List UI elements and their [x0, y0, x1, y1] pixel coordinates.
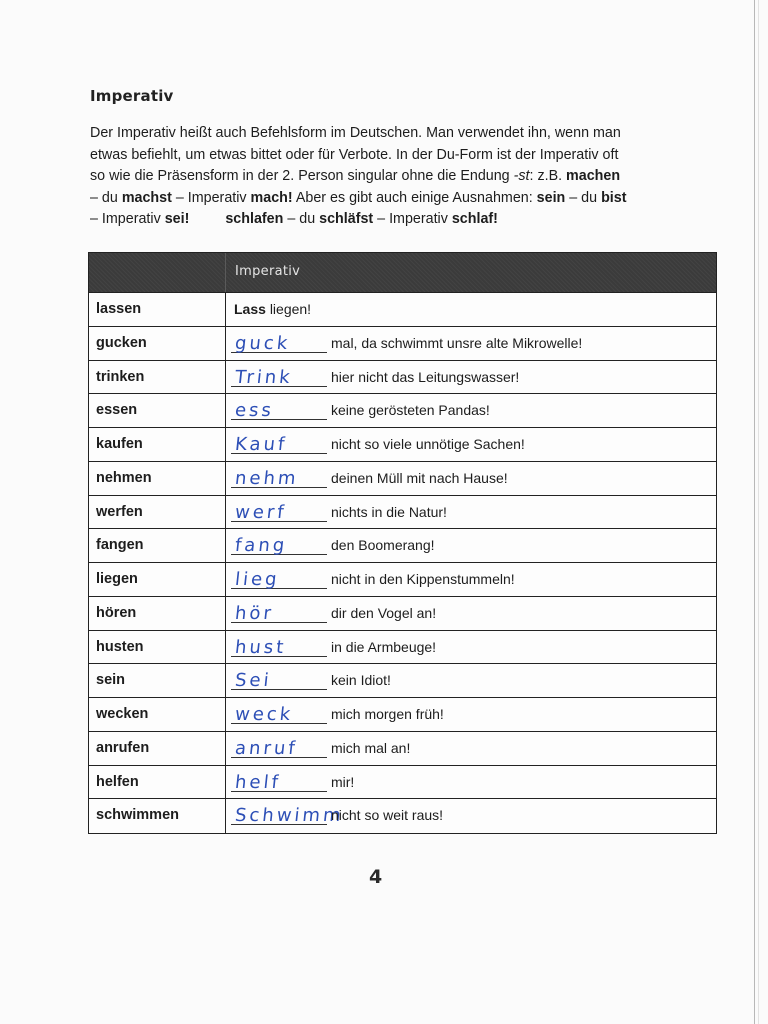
bold-term: sei!: [164, 211, 190, 227]
imperative-cell: [226, 361, 716, 394]
answer-blank: [231, 466, 327, 488]
sentence-text: mich mal an!: [331, 739, 411, 756]
imperative-cell: [226, 664, 716, 697]
sentence-text: kein Idiot!: [331, 672, 391, 689]
table-row: [89, 394, 716, 428]
imperative-cell: [226, 462, 716, 495]
table-header: [89, 253, 716, 293]
handwritten-answer: Sei: [233, 670, 273, 692]
table-row: [89, 766, 716, 800]
bold-term: sein: [536, 189, 566, 206]
sentence-text: keine gerösteten Pandas!: [331, 402, 490, 419]
imperative-cell: [226, 766, 716, 799]
verb-cell: schwimmen: [89, 799, 226, 833]
answer-blank: [231, 331, 327, 353]
verb-cell: wecken: [89, 698, 226, 731]
answer-blank: [231, 365, 327, 387]
imperative-cell: [226, 698, 716, 731]
sentence-text: mich morgen früh!: [331, 706, 444, 722]
bold-term: machen: [566, 168, 621, 184]
table-row: [89, 631, 716, 665]
bold-term: schlafen: [225, 211, 284, 227]
handwritten-answer: nehm: [233, 467, 300, 489]
sentence-text: nicht so weit raus!: [331, 807, 444, 824]
answer-blank: [231, 736, 327, 758]
imperative-cell: [226, 293, 716, 326]
answer-blank: [231, 432, 327, 454]
intro-text: – Imperativ: [90, 211, 165, 227]
imperative-cell: [226, 496, 716, 529]
table-row: [89, 664, 716, 698]
handwritten-answer: Schwimm: [233, 805, 345, 827]
answer-blank: [231, 803, 345, 827]
handwritten-answer: weck: [233, 704, 295, 725]
intro-text: etwas befiehlt, um etwas bittet oder für Verbote. In der Du-Form ist der Imperativ oft: [90, 146, 619, 163]
verb-cell: anrufen: [89, 732, 226, 765]
answer-blank: [231, 702, 327, 724]
table-row: [89, 293, 716, 327]
table-row: [89, 361, 716, 395]
imperative-cell: [226, 529, 716, 562]
imperative-cell: [226, 732, 716, 765]
handwritten-answer: guck: [233, 332, 292, 354]
answer-blank: [231, 398, 327, 420]
handwritten-answer: hör: [233, 602, 275, 624]
sentence-text: deinen Müll mit nach Hause!: [331, 469, 508, 486]
imperative-cell: [226, 428, 716, 461]
sentence-text: mir!: [331, 773, 355, 790]
intro-text: so wie die Präsensform in der 2. Person singular ohne die Endung: [90, 168, 514, 184]
imperative-cell: [226, 597, 716, 630]
scan-binding-edge: [754, 0, 755, 1024]
intro-paragraph: [90, 123, 626, 231]
answer-blank: [231, 601, 327, 623]
imperative-cell: [226, 563, 716, 596]
sentence-text: in die Armbeuge!: [331, 638, 437, 655]
sentence-text: dir den Vogel an!: [331, 604, 437, 621]
example-sentence: [234, 293, 311, 325]
page-number: 4: [369, 866, 383, 888]
imperative-cell: [226, 327, 716, 360]
handwritten-answer: fang: [233, 535, 289, 557]
answer-blank: [231, 770, 327, 792]
sentence-text: nicht in den Kippenstummeln!: [331, 571, 515, 587]
table-row: [89, 563, 716, 597]
intro-text: – du: [283, 211, 320, 227]
table-row: [89, 698, 716, 732]
table-row: [89, 327, 716, 361]
intro-line: [90, 123, 626, 145]
handwritten-answer: lieg: [233, 569, 281, 590]
table-row: [89, 597, 716, 631]
bold-term: bist: [601, 189, 627, 206]
verb-cell: essen: [89, 394, 226, 427]
sentence-text: mal, da schwimmt unsre alte Mikrowelle!: [331, 334, 583, 351]
sentence-text: nichts in die Natur!: [331, 503, 447, 520]
imperative-cell: [226, 631, 716, 664]
header-imperativ: Imperativ: [235, 264, 301, 279]
imperative-table: [88, 252, 717, 834]
sentence-text: liegen!: [269, 301, 312, 317]
verb-cell: kaufen: [89, 428, 226, 461]
handwritten-answer: ess: [233, 400, 275, 422]
table-row: [89, 529, 716, 563]
handwritten-answer: anruf: [233, 737, 299, 759]
answer-blank: [231, 500, 327, 522]
intro-line: [90, 209, 626, 231]
handwritten-answer: hust: [233, 636, 288, 658]
scan-binding-edge-faint: [758, 0, 759, 1024]
table-row: [89, 462, 716, 496]
verb-cell: nehmen: [89, 462, 226, 495]
table-row: [89, 732, 716, 766]
intro-line: [90, 145, 626, 167]
bold-term: schläfst: [319, 211, 374, 227]
verb-cell: sein: [89, 664, 226, 697]
intro-text: – du: [565, 189, 602, 206]
verb-cell: hören: [89, 597, 226, 630]
intro-text: – du: [90, 189, 122, 206]
answer-blank: [231, 567, 327, 589]
intro-line: [90, 166, 626, 188]
answer-blank: [231, 668, 327, 690]
intro-text: Aber es gibt auch einige Ausnahmen:: [292, 189, 537, 206]
column-divider: [225, 253, 226, 292]
table-row: [89, 496, 716, 530]
italic-ending: -st: [513, 168, 530, 184]
verb-cell: liegen: [89, 563, 226, 596]
verb-cell: trinken: [89, 361, 226, 394]
bold-term: schlaf!: [451, 211, 498, 227]
sentence-text: nicht so viele unnötige Sachen!: [331, 436, 525, 452]
sentence-text: den Boomerang!: [331, 537, 435, 554]
sentence-text: hier nicht das Leitungswasser!: [331, 368, 520, 385]
imperative-cell: [226, 394, 716, 427]
verb-cell: husten: [89, 631, 226, 664]
verb-cell: lassen: [89, 293, 226, 326]
handwritten-answer: helf: [233, 771, 282, 793]
intro-line: [90, 188, 626, 210]
bold-term: machst: [121, 189, 172, 206]
printed-answer: Lass: [234, 301, 266, 317]
intro-text: Der Imperativ heißt auch Befehlsform im Deutschen. Man verwendet ihn, wenn man: [90, 125, 621, 141]
verb-cell: gucken: [89, 327, 226, 360]
intro-text: – Imperativ: [373, 211, 452, 227]
answer-blank: [231, 635, 327, 657]
handwritten-answer: Trink: [233, 366, 294, 388]
table-row: [89, 799, 716, 833]
intro-text: : z.B.: [529, 168, 567, 184]
handwritten-answer: werf: [233, 501, 288, 523]
table-row: [89, 428, 716, 462]
verb-cell: werfen: [89, 496, 226, 529]
handwritten-answer: Kauf: [233, 434, 289, 455]
verb-cell: fangen: [89, 529, 226, 562]
page-title: Imperativ: [90, 87, 174, 105]
intro-text: – Imperativ: [171, 189, 251, 206]
verb-cell: helfen: [89, 766, 226, 799]
answer-blank: [231, 533, 327, 555]
imperative-cell: [226, 799, 716, 833]
bold-term: mach!: [250, 189, 293, 206]
